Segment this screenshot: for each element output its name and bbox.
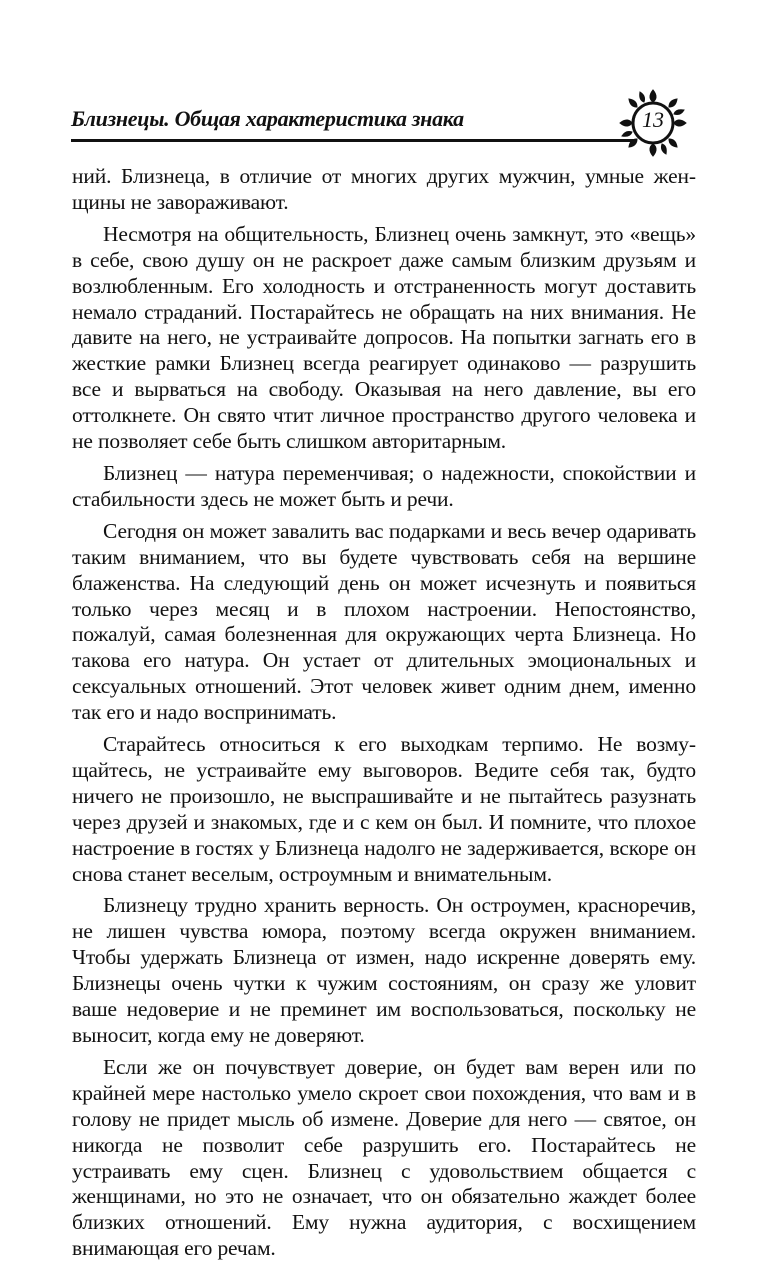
paragraph: Если же он почувствует доверие, он будет вам верен или по крайней мере настолько умело скроет свои похождения, что вам и в голову не придет мысль об измене. Доверие для него — святое, он никогда не позволит себе разрушить его. Постарайтесь не устраивать ему сцен. Близнец с удовольствием общается с женщинами, но это не означает, что он обязательно жаждет более близких отношений. Ему нужна аудитория, с восхищением внимающая его речам. <box>72 1054 696 1261</box>
paragraph: Близнец — натура переменчивая; о надежности, спокойствии и стабильности здесь не может быть и речи. <box>72 460 696 511</box>
paragraph: Старайтесь относиться к его выходкам терпимо. Не возмущайтесь, не устраивайте ему выговоров. Ведите себя так, будто ничего не произошло, не выспрашивайте и не пытайтесь разузнать через друзей и знакомых, где и с кем он был. И помните, что плохое настроение в гостях у Близнеца надолго не задерживается, вскоре он снова станет веселым, остроумным и внимательным. <box>72 732 696 886</box>
header-rule <box>71 139 637 142</box>
running-header <box>71 102 671 152</box>
running-title: Близнецы. Общая характеристика знака <box>71 106 464 131</box>
paragraph: Сегодня он может завалить вас подарками и весь вечер одаривать таким вниманием, что вы будете чувствовать себя на вершине блаженства. На следующий день он может исчезнуть и появиться только через месяц и в плохом настроении. Непостоянство, пожалуй, самая болезненная для окружающих черта Близнеца. Но такова его натура. Он устает от длительных эмоциональных и сексуальных отношений. Этот человек живет одним днем, именно так его и надо воспринимать. <box>72 518 696 725</box>
page-number-badge <box>618 88 688 158</box>
page-number: 13 <box>642 107 664 132</box>
paragraph: ний. Близнеца, в отличие от многих других мужчин, умные женщины не завораживают. <box>72 164 696 214</box>
body-text <box>72 164 696 1262</box>
paragraph: Несмотря на общительность, Близнец очень замкнут, это «вещь» в себе, свою душу он не раскроет даже самым близким друзьям и возлюбленным. Его холодность и отстраненность могут доставить немало страданий. Постарайтесь не обращать на них внимания. Не давите на него, не устраивайте допросов. На попытки загнать его в жесткие рамки Близнец всегда реагирует одинаково — разрушить все и вырваться на свободу. Оказывая на него давление, вы его оттолкнете. Он свято чтит личное пространство другого человека и не позволяет себе быть слишком авторитарным. <box>72 221 696 454</box>
paragraph: Близнецу трудно хранить верность. Он остроумен, красноречив, не лишен чувства юмора, поэтому всегда окружен вниманием. Чтобы удержать Близнеца от измен, надо искренне доверять ему. Близнецы очень чутки к чужим состояниям, он сразу же уловит ваше недоверие и не преминет им воспользоваться, поскольку не выносит, когда ему не доверяют. <box>72 893 696 1047</box>
